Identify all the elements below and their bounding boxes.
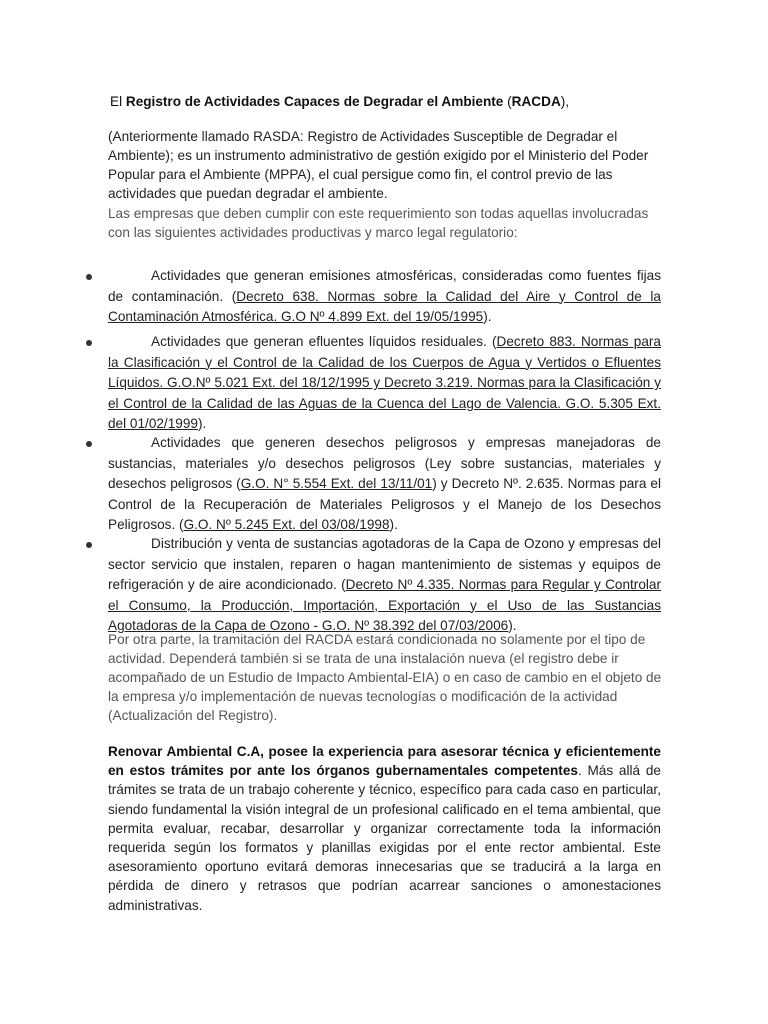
list-item-end: ).: [197, 416, 207, 431]
list-item-text: Distribución y venta de sustancias agotadoras de la Capa de Ozono y empresas del sector servicio que instalen, reparen o hagan mantenimiento de sistemas y equipos de refrigeración y de aire acondicionado. (: [108, 536, 661, 592]
title-prefix: El: [110, 94, 126, 109]
legal-reference-link[interactable]: Decreto 638. Normas sobre la Calidad del Aire y Control de la Contaminación Atmosférica. G.O Nº 4.899 Ext. del 19/05/1995: [108, 288, 661, 324]
conditions-paragraph: Por otra parte, la tramitación del RACDA estará condicionada no solamente por el tipo de actividad. Dependerá también si se trata de una instalación nueva (el registro debe ir acompañado de un Estudio de Impacto Ambiental-EIA) o en caso de cambio en el objeto de la empresa y/o implementación de nuevas tecnologías o modificación de la actividad (Actualización del Registro).: [108, 632, 662, 723]
renovar-body: . Más allá de trámites se trata de un trabajo coherente y técnico, específico para cada caso en particular, siendo fundamental la visión integral de un profesional calificado en el tema ambiental, que permita evaluar, recabar, desarrollar y organizar correctamente toda la información requerida según los formatos y planillas exigidas por el ente rector ambiental. Este asesoramiento oportuno evitará demoras innecesarias que se traducirá a la larga en pérdida de dinero y retrasos que podrían acarrear sanciones o amonestaciones administrativas.: [108, 763, 661, 913]
legal-reference-link[interactable]: G.O. N° 5.554 Ext. del 13/11/01: [240, 476, 433, 491]
document-title: [110, 92, 730, 111]
bullet-dot: [86, 340, 92, 346]
list-item-end: ).: [389, 517, 398, 532]
list-item-end: ).: [483, 309, 492, 324]
title-open-paren: (: [503, 94, 512, 109]
list-item: [108, 332, 661, 435]
list-item-text: Actividades que generen desechos peligrosos y empresas manejadoras de sustancias, materiales y/o desechos peligrosos (Ley sobre sustancias, materiales y desechos peligrosos (: [108, 435, 661, 491]
title-close-paren: ),: [560, 94, 570, 109]
legal-reference-link[interactable]: Decreto 883. Normas para la Clasificación y el Control de la Calidad de los Cuerpos de Agua y Vertidos o Efluentes Líquidos. G.O.Nº 5.021 Ext. del 18/12/1995 y Decreto 3.219. Normas para la Clasificación y el Control de la Calidad de las Aguas de la Cuenca del Lago de Valencia. G.O. 5.305 Ext. del 01/02/1999: [108, 334, 661, 431]
renovar-paragraph: [108, 742, 661, 915]
list-item-end: ).: [508, 618, 517, 633]
intro-paragraph: (Anteriormente llamado RASDA: Registro de Actividades Susceptible de Degradar el Ambiente); es un instrumento administrativo de gestión exigido por el Ministerio del Poder Popular para el Ambiente (MPPA), el cual persigue como fin, el control previo de las actividades que puedan degradar el ambiente.: [108, 129, 649, 201]
legal-reference-link[interactable]: G.O. Nº 5.245 Ext. del 03/08/1998: [183, 517, 390, 532]
renovar-bold-statement: Renovar Ambiental C.A, posee la experiencia para asesorar técnica y eficientemente en estos trámites por ante los órganos gubernamentales competentes: [108, 744, 661, 779]
title-registry-name: Registro de Actividades Capaces de Degradar el Ambiente: [125, 94, 504, 109]
list-item: [108, 266, 661, 328]
bullet-dot: [86, 542, 92, 548]
list-item: [108, 433, 661, 536]
list-item-text: Actividades que generan emisiones atmosféricas, consideradas como fuentes fijas de contaminación. (: [108, 268, 661, 304]
list-item: [108, 534, 661, 637]
title-acronym: RACDA: [511, 94, 561, 109]
list-item-text: Actividades que generan efluentes líquidos residuales. (: [151, 334, 497, 349]
bullet-dot: [86, 441, 92, 447]
bullet-dot: [86, 274, 92, 280]
legal-reference-link[interactable]: Decreto Nº 4.335. Normas para Regular y Controlar el Consumo, la Producción, Importación, Exportación y el Uso de las Sustancias Agotadoras de la Capa de Ozono - G.O. Nº 38.392 del 07/03/2006: [108, 577, 661, 633]
requirement-paragraph: Las empresas que deben cumplir con este requerimiento son todas aquellas involucradas con las siguientes actividades productivas y marco legal regulatorio:: [108, 206, 649, 240]
list-item-mid: ) y Decreto Nº. 2.635. Normas para el Control de la Recuperación de Materiales Peligrosos y el Manejo de los Desechos Peligrosos. (: [108, 476, 661, 532]
